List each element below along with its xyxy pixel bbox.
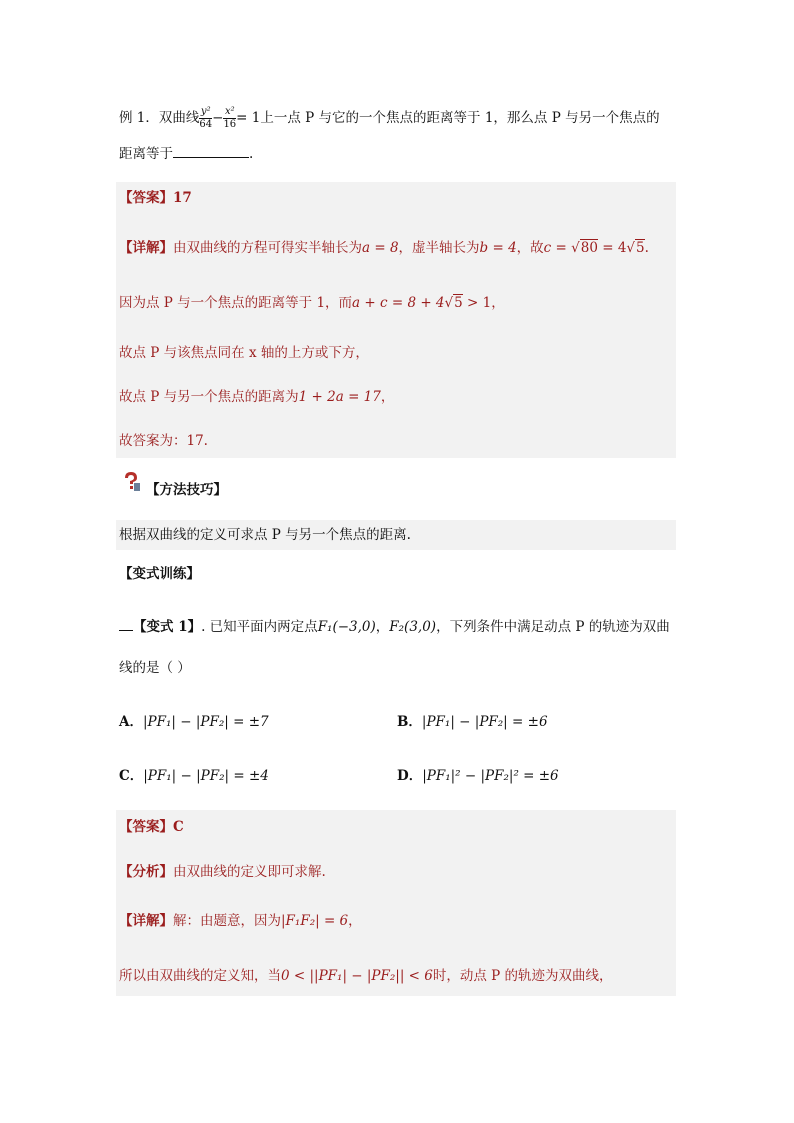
period: . — [644, 240, 649, 256]
c-mid: = 4 — [597, 240, 627, 256]
method-heading — [146, 480, 227, 500]
variant-label: 【变式 1】 — [133, 619, 202, 635]
answer-label: 【答案】 — [119, 190, 173, 206]
option-expr: |PF₁| − |PF₂| = ±7 — [142, 714, 269, 730]
option-letter: B． — [397, 714, 422, 730]
analysis — [119, 862, 326, 882]
c-equation: c = — [543, 240, 572, 256]
method-text — [119, 525, 411, 545]
option-expr: |PF₁| − |PF₂| = ±6 — [421, 714, 548, 730]
method-text-content: 根据双曲线的定义可求点 P 与另一个焦点的距离. — [119, 527, 411, 543]
option-a[interactable] — [119, 712, 269, 732]
variant-line-1 — [119, 616, 670, 637]
analysis-label: 【分析】 — [119, 864, 173, 880]
example-line-1 — [119, 106, 660, 131]
line-so-2 — [119, 387, 394, 407]
radicand-5: 5 — [636, 240, 645, 256]
detail-label: 【详解】 — [119, 240, 173, 256]
because-expr-end: > 1 — [462, 295, 492, 311]
example-prefix: 例 1．双曲线 — [119, 110, 200, 126]
option-b[interactable] — [397, 712, 548, 732]
comma: ， — [380, 389, 395, 405]
last-text-2: 时，动点 P 的轨迹为双曲线， — [432, 968, 613, 984]
comma: ， — [375, 619, 390, 635]
final-text: 故答案为：17. — [119, 433, 208, 449]
answer-label: 【答案】 — [119, 819, 173, 835]
underline-mark — [119, 616, 133, 631]
option-expr: |PF₁|² − |PF₂|² = ±6 — [422, 768, 559, 784]
detail-1: 【详解】由双曲线的方程可得实半轴长为a = 8，虚半轴长为b = 4，故c = √80 = 4√5. — [119, 240, 649, 256]
line-last — [119, 966, 613, 986]
training-heading — [119, 564, 200, 584]
option-expr: |PF₁| − |PF₂| = ±4 — [143, 768, 269, 784]
so-text-1: 故点 P 与该焦点同在 x 轴的上方或下方， — [119, 345, 369, 361]
so-expr: 1 + 2a = 17 — [298, 389, 381, 405]
answer-block-1 — [116, 182, 676, 458]
b-equation: b = 4 — [479, 240, 517, 256]
radicand-5: 5 — [454, 295, 463, 311]
a-equation: a = 8 — [362, 240, 399, 256]
last-expr: 0 < ||PF₁| − |PF₂|| < 6 — [281, 968, 433, 984]
fraction-x2-16: $\frac{\text{x²}}{16}$ — [223, 106, 237, 130]
line-so-1 — [119, 343, 369, 363]
option-letter: D． — [397, 768, 423, 784]
detail-text-3: ，故 — [516, 240, 544, 256]
detail-expr: |F₁F₂| = 6 — [281, 913, 349, 929]
option-c[interactable] — [119, 766, 269, 786]
example-text: = 1上一点 P 与它的一个焦点的距离等于 1，那么点 P 与另一个焦点的 — [236, 110, 660, 126]
option-letter: C． — [119, 768, 144, 784]
detail-text-2: ，虚半轴长为 — [398, 240, 480, 256]
answer-1 — [119, 188, 192, 208]
minus-sign: − — [212, 110, 224, 126]
detail-2 — [119, 911, 362, 931]
so-text-2: 故点 P 与另一个焦点的距离为 — [119, 389, 299, 405]
example-line2-text: 距离等于 — [119, 146, 173, 162]
last-text: 所以由双曲线的定义知，当 — [119, 968, 281, 984]
detail-label: 【详解】 — [119, 913, 173, 929]
method-label: 【方法技巧】 — [146, 482, 227, 498]
because-text: 因为点 P 与一个焦点的距离等于 1，而 — [119, 295, 353, 311]
answer-2 — [119, 817, 184, 837]
answer-value: 17 — [173, 190, 192, 206]
comma: ， — [348, 913, 362, 929]
focus-f1: F₁(−3,0) — [317, 619, 376, 635]
detail-text-1: 由双曲线的方程可得实半轴长为 — [173, 240, 362, 256]
variant-text-2: ，下列条件中满足动点 P 的轨迹为双曲 — [436, 619, 670, 635]
variant-text: . 已知平面内两定点 — [201, 619, 318, 635]
comma: ， — [491, 295, 505, 311]
because-expr: a + c = 8 + 4 — [352, 295, 445, 311]
analysis-text: 由双曲线的定义即可求解. — [173, 864, 326, 880]
method-lightbulb-icon — [121, 470, 141, 492]
radicand-80: 80 — [580, 240, 598, 256]
example-line-2 — [119, 143, 253, 164]
variant-line-2 — [119, 658, 191, 678]
option-d[interactable] — [397, 766, 559, 786]
option-letter: A． — [119, 714, 143, 730]
period: . — [249, 146, 254, 162]
variant-line2-text: 线的是（ ） — [119, 660, 191, 676]
detail-text: 解：由题意，因为 — [173, 913, 281, 929]
training-label: 【变式训练】 — [119, 566, 200, 582]
line-final — [119, 431, 208, 451]
fraction-y2-64: $\frac{\text{y²}}{64}$ — [199, 106, 213, 130]
answer-value: C — [173, 819, 184, 835]
answer-blank — [173, 143, 249, 158]
line-because: 因为点 P 与一个焦点的距离等于 1，而a + c = 8 + 4√5 > 1， — [119, 295, 505, 311]
focus-f2: F₂(3,0) — [389, 619, 437, 635]
